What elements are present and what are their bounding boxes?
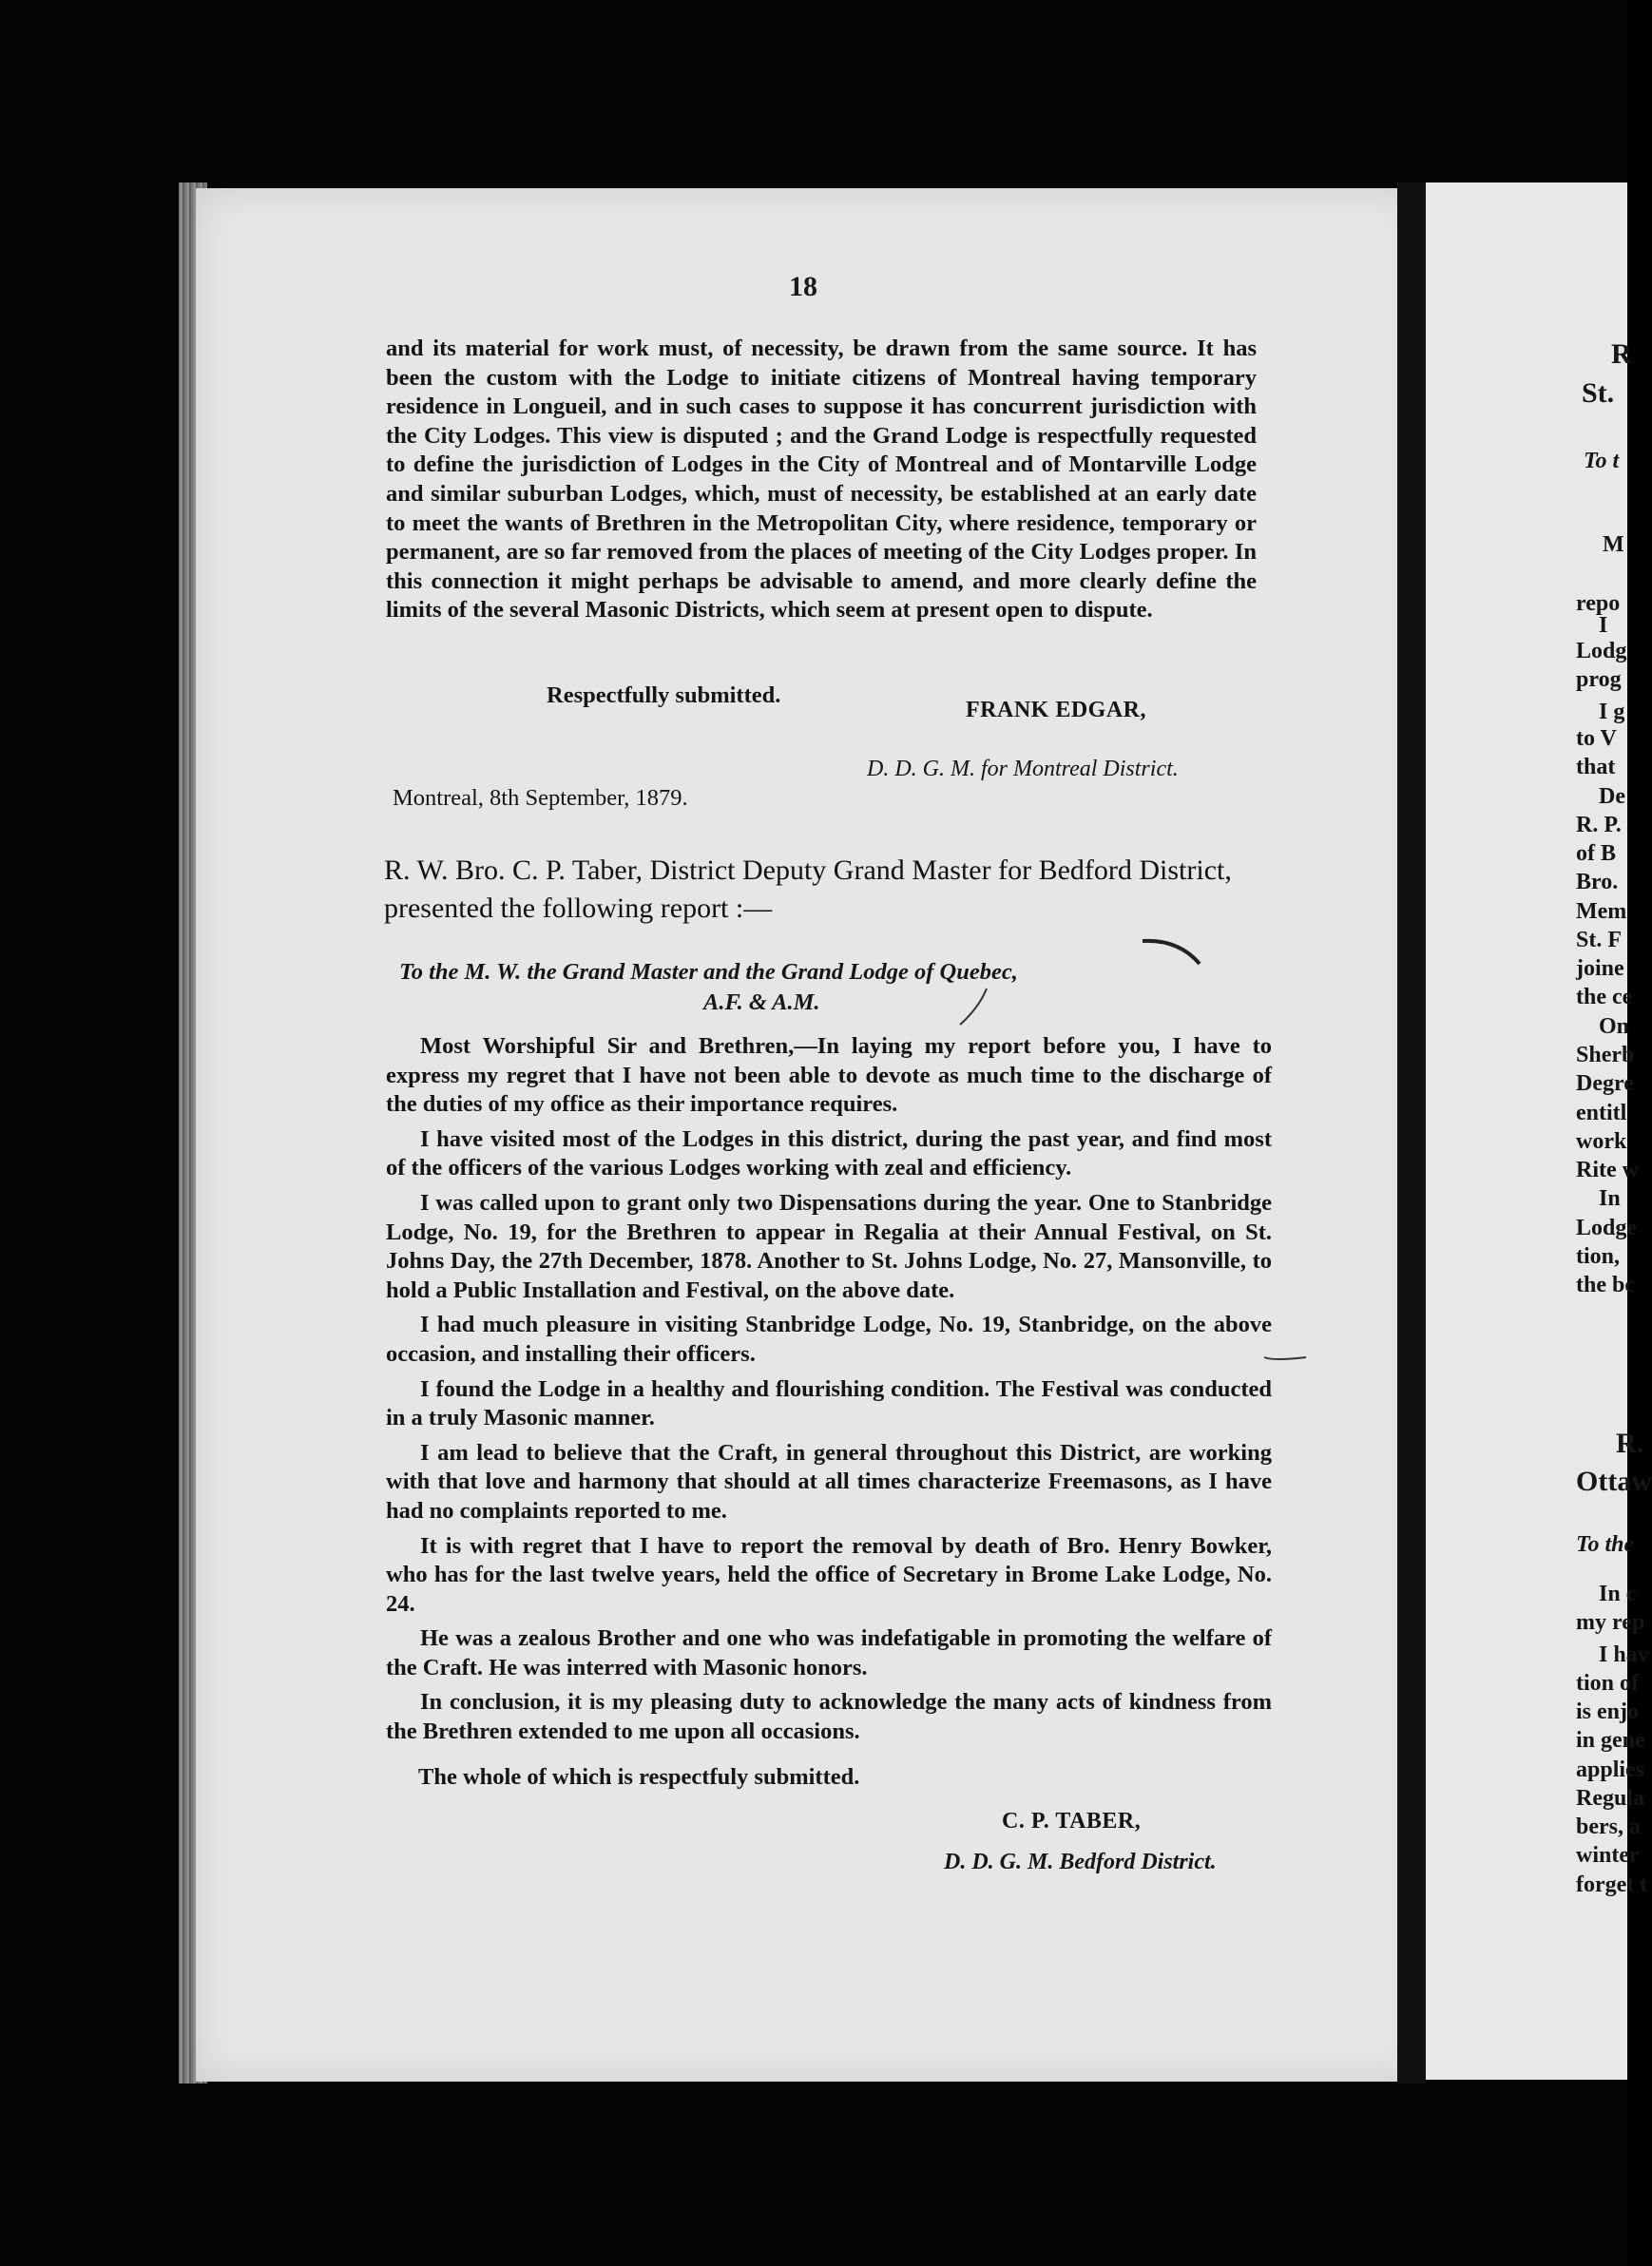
right-fragment: in gene (1576, 1728, 1645, 1753)
right-fragment: joine (1576, 956, 1624, 981)
right-fragment: R. P. (1576, 813, 1622, 837)
report-paragraph: It is with regret that I have to report the removal by death of Bro. Henry Bowker, who has for the last twelve years, held the office of Secretary in Brome Lake Lodge, No. 24. (386, 1532, 1272, 1617)
right-fragment: Ottaw (1576, 1466, 1652, 1497)
report-paragraph: I had much pleasure in visiting Stanbridge Lodge, No. 19, Stanbridge, on the above occasion, and installing their officers. (386, 1312, 1272, 1367)
right-fragment: entitl (1576, 1101, 1627, 1125)
right-fragment: I hav (1599, 1642, 1649, 1667)
right-fragment: Rite w (1576, 1158, 1639, 1182)
right-fragment: In (1599, 1186, 1621, 1211)
right-fragment: the bc (1576, 1273, 1635, 1297)
report-paragraph: In conclusion, it is my pleasing duty to acknowledge the many acts of kindness from the Brethren extended to me upon all occasions. (386, 1689, 1272, 1745)
right-fragment: On (1599, 1014, 1630, 1039)
right-fragment: To the (1576, 1532, 1635, 1557)
signer-1-title: D. D. G. M. for Montreal District. (867, 757, 1179, 781)
report-paragraph: He was a zealous Brother and one who was indefatigable in promoting the welfare of the Craft. He was interred with Masonic honors. (386, 1625, 1272, 1680)
right-fragment: St. (1582, 377, 1615, 409)
report-paragraph: I am lead to believe that the Craft, in general throughout this District, are working with that love and harmony that should at all times characterize Freemasons, as I have had no complaints reported to me. (386, 1439, 1272, 1524)
right-fragment: repo (1576, 591, 1621, 616)
right-fragment: Lodge (1576, 1216, 1638, 1240)
right-fragment: winter (1576, 1843, 1640, 1868)
right-fragment: R (1611, 338, 1632, 370)
right-fragment: Lodg (1576, 639, 1627, 663)
right-fragment: is enjo (1576, 1700, 1639, 1724)
pencil-mark (960, 989, 987, 1025)
right-fragment: of B (1576, 841, 1616, 866)
addressee-line-1: To the M. W. the Grand Master and the Grand Lodge of Quebec, (399, 959, 1018, 985)
right-fragment: To t (1584, 449, 1620, 473)
right-fragment: Sherb (1576, 1043, 1635, 1067)
right-fragment: prog (1576, 667, 1622, 692)
right-fragment: Bro. (1576, 870, 1619, 894)
right-fragment: tion of (1576, 1671, 1639, 1696)
pencil-mark (1264, 1357, 1306, 1359)
report-paragraph: I have visited most of the Lodges in this district, during the past year, and find most of the officers of the various Lodges working with zeal and efficiency. (386, 1125, 1272, 1181)
page-number: 18 (789, 271, 817, 302)
right-fragment: Degre (1576, 1071, 1634, 1096)
signer-2-title: D. D. G. M. Bedford District. (944, 1850, 1217, 1874)
report-paragraph: Most Worshipful Sir and Brethren,—In laying my report before you, I have to express my regret that I have not been able to devote as much time to the discharge of the duties of my office as their importance requires. (386, 1033, 1272, 1118)
right-fragment: work (1576, 1129, 1627, 1154)
right-fragment: M (1603, 532, 1624, 557)
pencil-mark (1143, 941, 1200, 964)
right-fragment: St. F (1576, 928, 1622, 952)
signer-frank-edgar: FRANK EDGAR, (966, 698, 1146, 722)
respectfully-submitted-1: Respectfully submitted. (547, 682, 781, 708)
right-fragment: my rep (1576, 1610, 1645, 1635)
right-fragment: the ce (1576, 985, 1633, 1009)
closing-submitted: The whole of which is respectfuly submitted. (418, 1764, 860, 1790)
right-fragment: R. (1616, 1428, 1644, 1459)
right-fragment: Regula (1576, 1786, 1644, 1811)
right-fragment: forget t (1576, 1872, 1648, 1897)
right-fragment: Mem (1576, 899, 1627, 924)
right-fragment: that (1576, 755, 1616, 779)
signer-cp-taber: C. P. TABER, (1002, 1809, 1142, 1834)
right-fragment: bers, a (1576, 1815, 1641, 1839)
paragraph-continued: and its material for work must, of necessity, be drawn from the same source. It has been the custom with the Lodge to initiate citizens of Montreal having temporary residence in Longueil, and in such cases to suppose it has concurrent jurisdiction with the City Lodges. This view is disputed ; and the Grand Lodge is respectfully requested to define the jurisdiction of Lodges in the City of Montreal and of Montarville Lodge and similar suburban Lodges, which, must of necessity, be established at an early date to meet the wants of Brethren in the Metropolitan City, where residence, temporary or permanent, are so far removed from the places of meeting of the City Lodges proper. In this connection it might perhaps be advisable to amend, and more clearly define the limits of the several Masonic Districts, which seem at present open to dispute. (386, 336, 1257, 624)
right-fragment: to V (1576, 726, 1617, 751)
addressee-line-2: A.F. & A.M. (703, 989, 820, 1015)
right-fragment: tion, (1576, 1244, 1621, 1269)
report-heading-taber: R. W. Bro. C. P. Taber, District Deputy Grand Master for Bedford District, presented the following report :— (384, 855, 1232, 924)
right-fragment: De (1599, 784, 1625, 809)
right-fragment: In c (1599, 1582, 1637, 1606)
report-paragraph: I found the Lodge in a healthy and flourishing condition. The Festival was conducted in a truly Masonic manner. (386, 1375, 1272, 1431)
report-paragraph: I was called upon to grant only two Dispensations during the year. One to Stanbridge Lodge, No. 19, for the Brethren to appear in Regalia at their Annual Festival, on St. Johns Day, the 27th December, 1878. Another to St. Johns Lodge, No. 27, Mansonville, to hold a Public Installation and Festival, on the above date. (386, 1189, 1272, 1303)
right-fragment: I g (1599, 700, 1625, 724)
place-date-montreal: Montreal, 8th September, 1879. (393, 785, 688, 811)
right-fragment: I (1599, 613, 1608, 638)
right-fragment: applies (1576, 1757, 1645, 1782)
